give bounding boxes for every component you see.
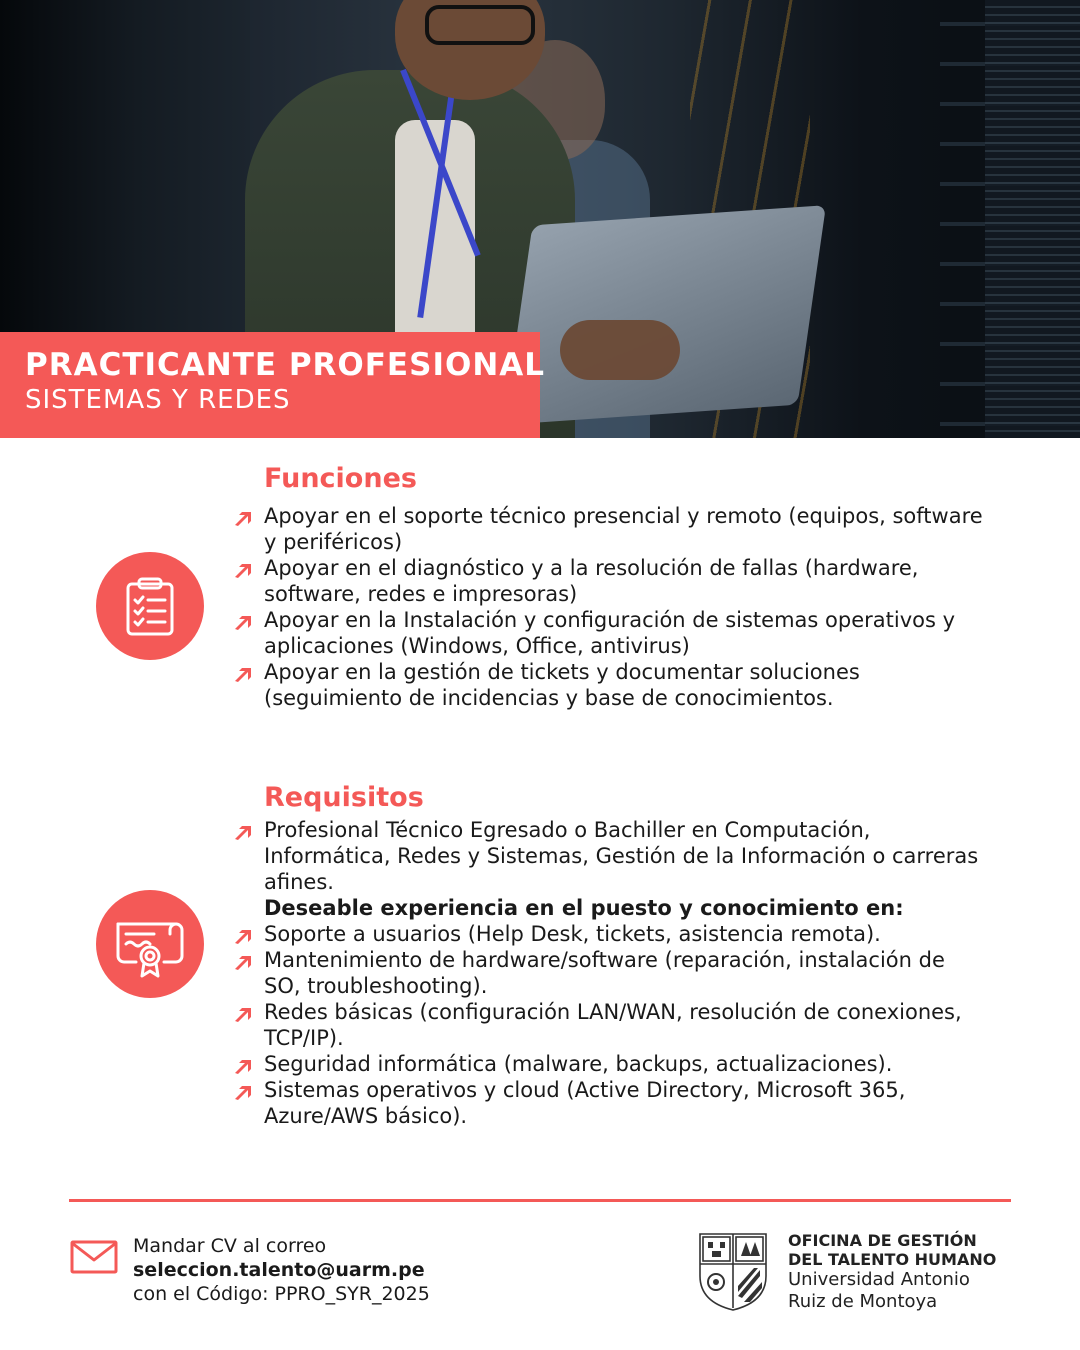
page-title: PRACTICANTE PROFESIONAL [25,347,546,383]
list-item: Redes básicas (configuración LAN/WAN, resolución de conexiones, TCP/IP). [232,999,992,1051]
laptop [504,205,826,425]
university-name-line2: Ruiz de Montoya [788,1291,938,1312]
arrow-up-right-icon [234,824,252,842]
title-banner [0,332,546,438]
arrow-up-right-icon [234,1084,252,1102]
arrow-up-right-icon [234,1058,252,1076]
list-item: Apoyar en la gestión de tickets y documentar soluciones (seguimiento de incidencias y base de conocimientos. [232,659,992,711]
funciones-list [232,503,992,711]
list-item: Apoyar en el diagnóstico y a la resolución de fallas (hardware, software, redes e impresoras) [232,555,992,607]
org-office-line1: OFICINA DE GESTIÓN [788,1231,977,1250]
funciones-title: Funciones [264,463,417,494]
contact-instruction: Mandar CV al correo [133,1235,327,1257]
server-rack-lights [985,0,1080,438]
list-item: Mantenimiento de hardware/software (reparación, instalación de SO, troubleshooting). [232,947,992,999]
hands [560,320,680,380]
arrow-up-right-icon [234,510,252,528]
arrow-up-right-icon [234,614,252,632]
list-item: Apoyar en la Instalación y configuración de sistemas operativos y aplicaciones (Windows, Office, antivirus) [232,607,992,659]
hero-photo [0,0,1080,438]
contact-code: con el Código: PPRO_SYR_2025 [133,1283,430,1305]
footer-divider [69,1199,1011,1202]
list-item: Apoyar en el soporte técnico presencial y remoto (equipos, software y periféricos) [232,503,992,555]
requisitos-title: Requisitos [264,782,424,813]
arrow-up-right-icon [234,928,252,946]
certificate-icon [96,890,204,998]
requisitos-list [232,817,992,1129]
requisitos-highlight: Deseable experiencia en el puesto y conocimiento en: [264,896,904,920]
arrow-up-right-icon [234,1006,252,1024]
contact-info [133,1234,430,1306]
page-subtitle: SISTEMAS Y REDES [25,385,291,415]
list-item: Seguridad informática (malware, backups, actualizaciones). [232,1051,992,1077]
arrow-up-right-icon [234,954,252,972]
university-name-line1: Universidad Antonio [788,1269,970,1290]
list-item: Profesional Técnico Egresado o Bachiller en Computación, Informática, Redes y Sistemas, Gestión de la Información o carreras afines. [232,817,992,895]
org-office-line2: DEL TALENTO HUMANO [788,1250,997,1269]
arrow-up-right-icon [234,666,252,684]
mail-icon [70,1240,118,1274]
org-name [788,1231,996,1313]
list-item: Soporte a usuarios (Help Desk, tickets, asistencia remota). [232,921,992,947]
list-item: Sistemas operativos y cloud (Active Directory, Microsoft 365, Azure/AWS básico). [232,1077,992,1129]
glasses [425,5,535,45]
contact-email[interactable]: seleccion.talento@uarm.pe [133,1259,425,1281]
arrow-up-right-icon [234,562,252,580]
university-crest-icon [698,1232,768,1312]
clipboard-checklist-icon [96,552,204,660]
